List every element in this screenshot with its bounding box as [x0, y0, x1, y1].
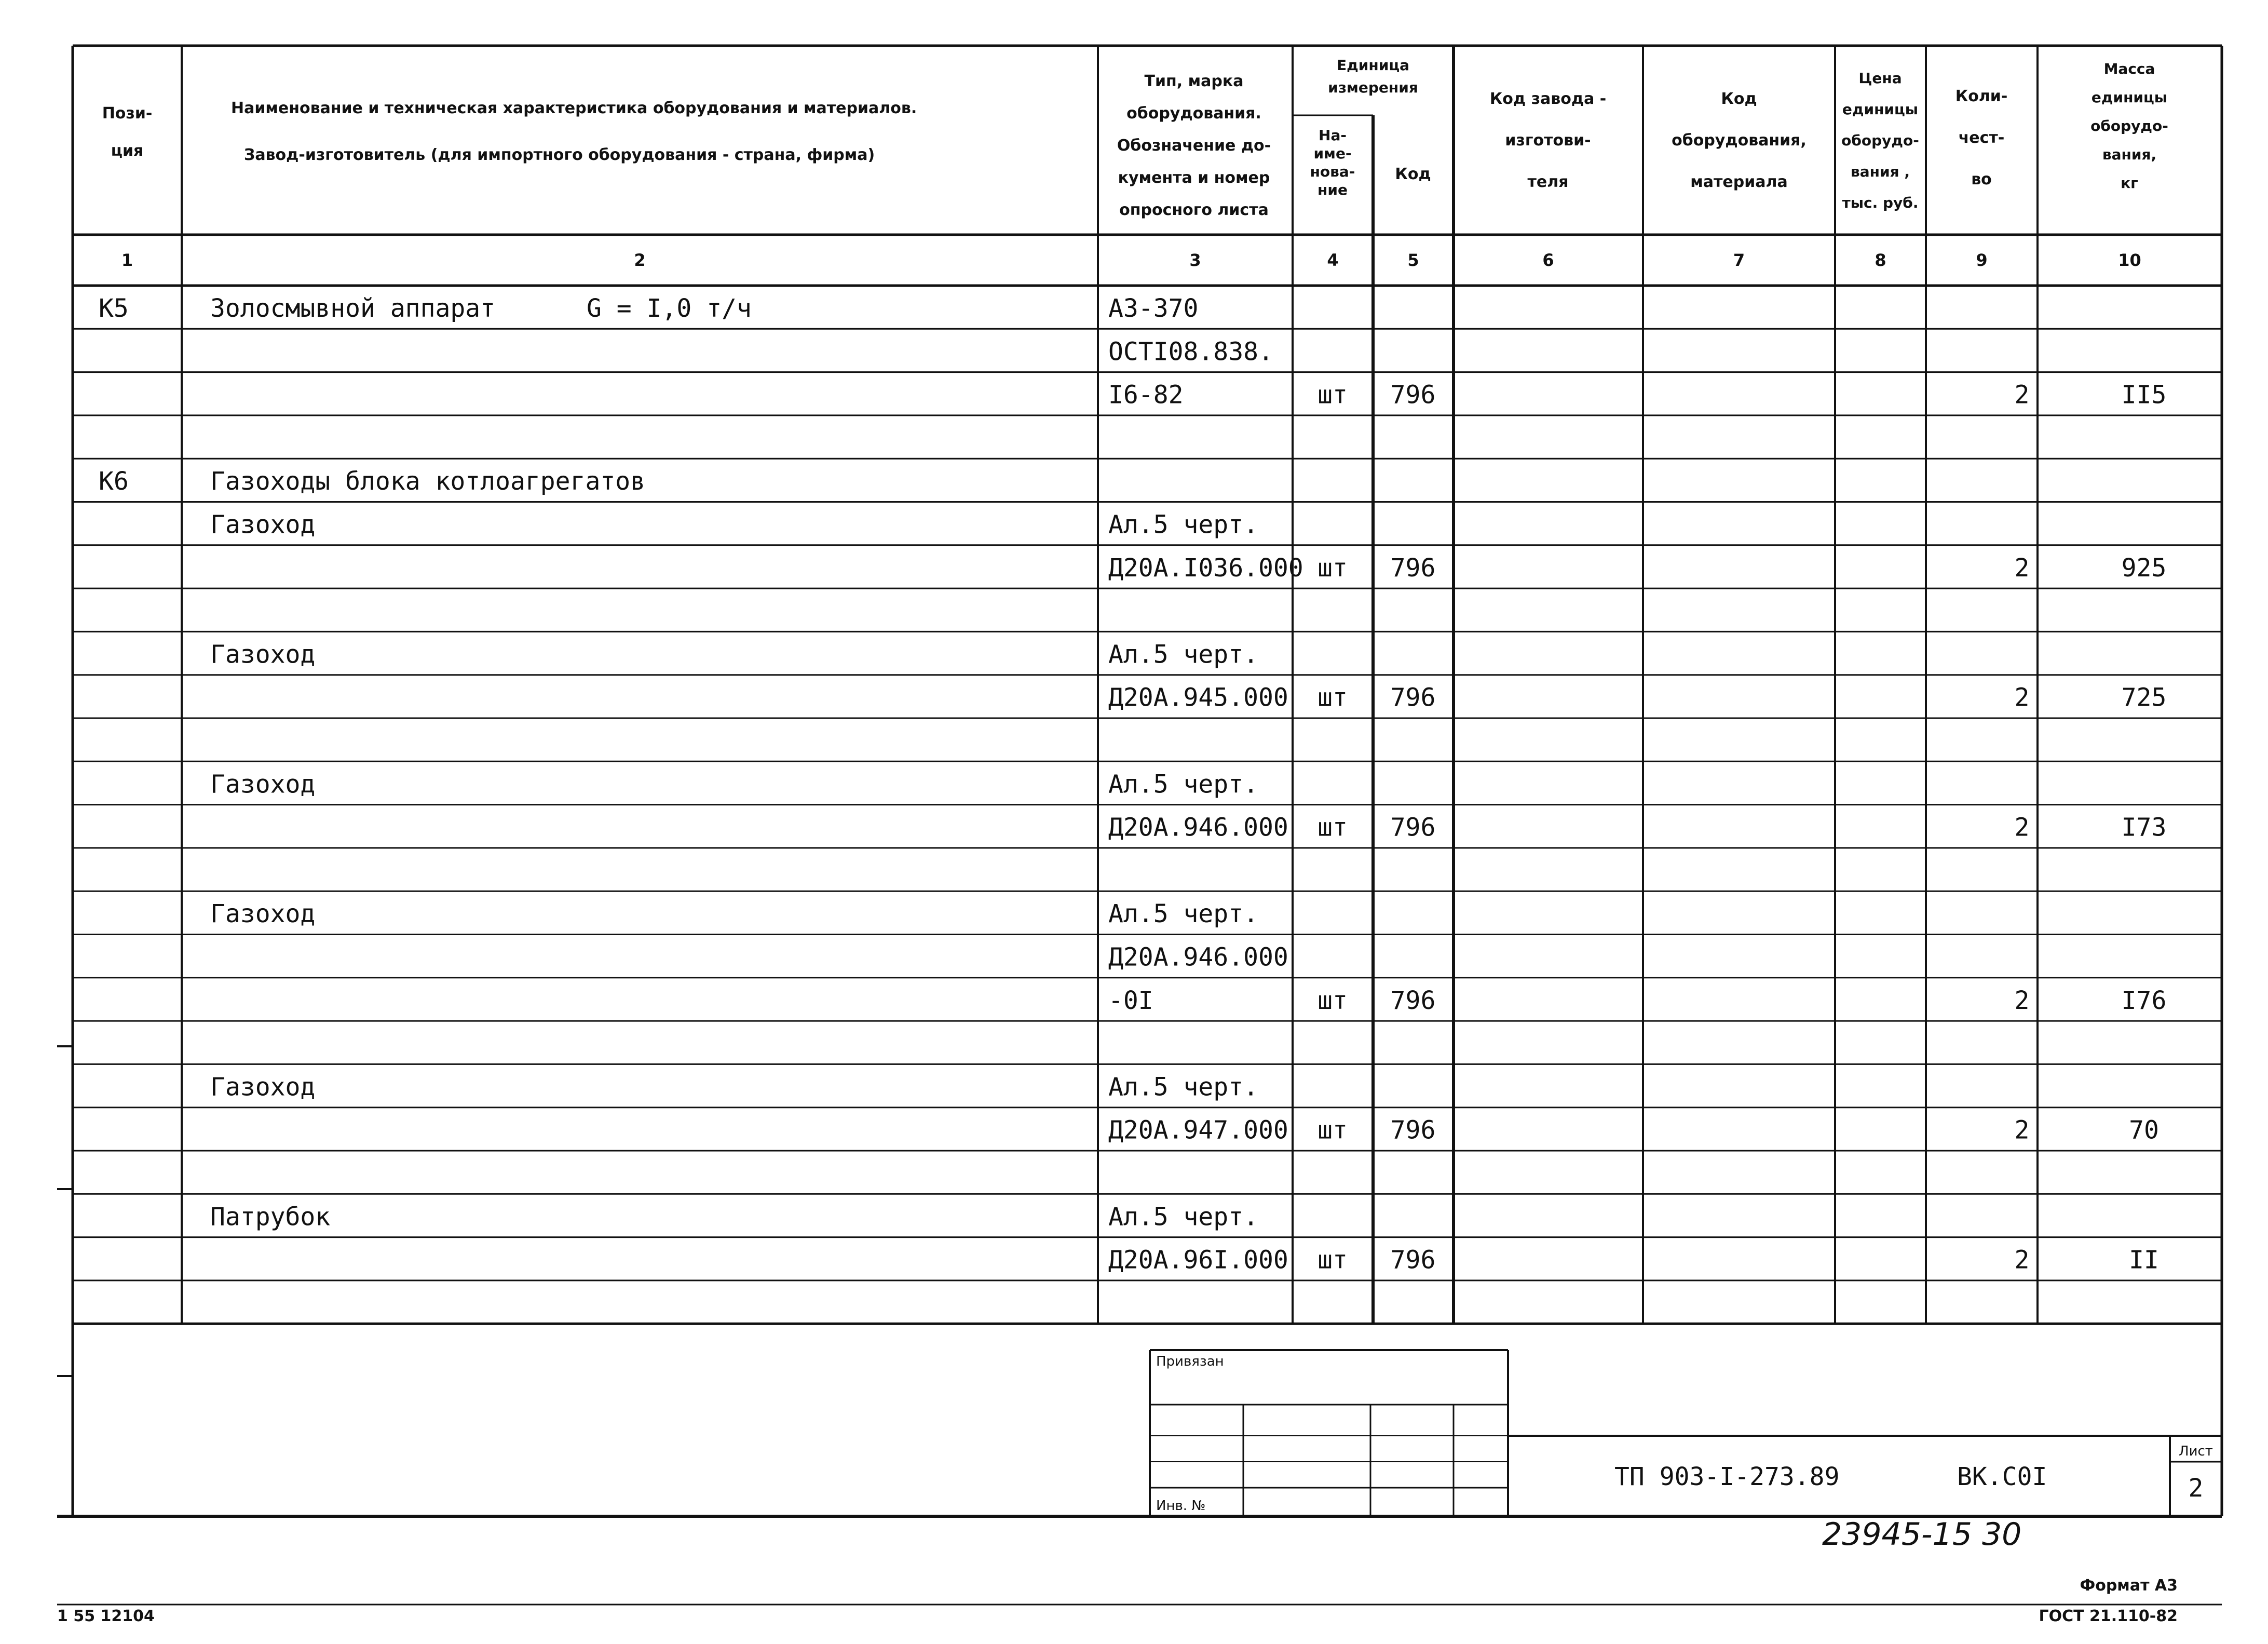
header-unit-name: нова- [1310, 163, 1355, 180]
column-number: 5 [1407, 250, 1419, 270]
header-price: оборудо- [1841, 132, 1919, 149]
header-maker-code: теля [1527, 173, 1569, 191]
cell-name: Газоход [210, 770, 316, 799]
header-mass: кг [2121, 174, 2138, 192]
cell-unit-name: шт [1318, 380, 1348, 410]
cell-type: Ал.5 черт. [1108, 1072, 1258, 1102]
column-number: 6 [1542, 250, 1554, 270]
cell-name: Газоходы блока котлоагрегатов [210, 467, 646, 496]
cell-unit-name: шт [1318, 683, 1348, 712]
cell-name: Патрубок [210, 1202, 331, 1232]
cell-mass: I73 [2121, 813, 2167, 842]
footer-format: Формат А3 [2080, 1576, 2178, 1595]
cell-name: Золосмывной аппарат [210, 294, 496, 323]
column-number: 4 [1327, 250, 1339, 270]
cell-type: I6-82 [1108, 380, 1184, 410]
cell-unit-name: шт [1318, 986, 1348, 1015]
cell-mass: I76 [2121, 986, 2167, 1015]
column-number: 9 [1976, 250, 1988, 270]
stamp-bound-label: Привязан [1156, 1354, 1224, 1369]
header-position: ция [111, 142, 144, 160]
handwritten-number: 23945-15 30 [1822, 1516, 2022, 1553]
header-position: Пози- [102, 104, 153, 123]
header-quantity: Коли- [1955, 87, 2008, 105]
cell-mass: 70 [2129, 1115, 2159, 1145]
cell-type: Ал.5 черт. [1108, 640, 1258, 669]
header-unit-name: На- [1319, 127, 1347, 144]
cell-mass: 725 [2121, 683, 2167, 712]
cell-name: Газоход [210, 899, 316, 929]
column-number: 8 [1875, 250, 1886, 270]
cell-mass: II [2129, 1245, 2159, 1275]
header-type: Тип, марка [1144, 72, 1244, 90]
header-mass: единицы [2091, 89, 2168, 106]
cell-type: Д20А.946.000 [1108, 813, 1288, 842]
header-unit-group: измерения [1328, 79, 1418, 96]
header-equipment-code: оборудования, [1672, 131, 1807, 150]
cell-position: К6 [99, 467, 129, 496]
cell-quantity: 2 [2014, 813, 2030, 842]
header-name: Наименование и техническая характеристика оборудования и материалов. [231, 99, 917, 117]
header-equipment-code: Код [1721, 90, 1757, 108]
cell-characteristic: G = I,0 т/ч [587, 294, 752, 323]
stamp-sheet-label: Лист [2179, 1444, 2213, 1459]
header-mass: оборудо- [2090, 117, 2168, 134]
cell-unit-code: 796 [1390, 1115, 1436, 1145]
cell-quantity: 2 [2014, 380, 2030, 410]
header-mass: вания, [2102, 146, 2157, 163]
header-type: Обозначение до- [1117, 137, 1271, 155]
header-unit-code: Код [1395, 165, 1431, 183]
header-unit-name: ние [1318, 181, 1348, 198]
cell-type: Ал.5 черт. [1108, 899, 1258, 929]
header-quantity: во [1971, 170, 1992, 188]
cell-mass: II5 [2121, 380, 2167, 410]
header-type: оборудования. [1126, 104, 1261, 123]
column-number: 2 [634, 250, 646, 270]
header-name: Завод-изготовитель (для импортного оборудования - страна, фирма) [244, 146, 875, 164]
header-quantity: чест- [1958, 129, 2005, 147]
stamp-project-code: ТП 903-I-273.89 [1614, 1462, 1840, 1491]
cell-type: Д20А.945.000 [1108, 683, 1288, 712]
cell-type: АЗ-370 [1108, 294, 1199, 323]
header-mass: Масса [2103, 60, 2155, 77]
cell-mass: 925 [2121, 553, 2167, 583]
header-type: кумента и номер [1118, 169, 1270, 187]
cell-name: Газоход [210, 640, 316, 669]
cell-type: Д20А.947.000 [1108, 1115, 1288, 1145]
footer-gost: ГОСТ 21.110-82 [2039, 1607, 2178, 1625]
column-number: 10 [2118, 250, 2141, 270]
cell-unit-code: 796 [1390, 1245, 1436, 1275]
cell-unit-code: 796 [1390, 813, 1436, 842]
cell-quantity: 2 [2014, 1115, 2030, 1145]
cell-type: Д20А.I036.000 [1108, 553, 1303, 583]
column-number: 1 [121, 250, 133, 270]
cell-quantity: 2 [2014, 1245, 2030, 1275]
stamp-sheet-number: 2 [2188, 1474, 2204, 1503]
cell-unit-name: шт [1318, 553, 1348, 583]
cell-name: Газоход [210, 1072, 316, 1102]
cell-type: Ал.5 черт. [1108, 510, 1258, 540]
cell-name: Газоход [210, 510, 316, 540]
cell-type: Ал.5 черт. [1108, 1202, 1258, 1232]
cell-unit-code: 796 [1390, 380, 1436, 410]
cell-unit-code: 796 [1390, 986, 1436, 1015]
cell-unit-code: 796 [1390, 553, 1436, 583]
cell-quantity: 2 [2014, 683, 2030, 712]
table-text [57, 57, 2213, 1625]
footer-left-code: 1 55 12104 [57, 1607, 155, 1625]
cell-type: Д20А.96I.000 [1108, 1245, 1288, 1275]
cell-type: Д20А.946.000 [1108, 942, 1288, 972]
header-price: единицы [1842, 101, 1919, 118]
cell-position: К5 [99, 294, 129, 323]
stamp-inventory-label: Инв. № [1156, 1498, 1206, 1514]
cell-unit-name: шт [1318, 1115, 1348, 1145]
cell-type: ОСТI08.838. [1108, 337, 1273, 367]
cell-unit-name: шт [1318, 813, 1348, 842]
stamp-document-code: ВК.С0I [1957, 1462, 2047, 1491]
header-unit-group: Единица [1337, 57, 1409, 74]
column-number: 7 [1733, 250, 1745, 270]
header-price: Цена [1858, 70, 1902, 87]
cell-quantity: 2 [2014, 553, 2030, 583]
header-maker-code: изготови- [1505, 131, 1591, 150]
header-equipment-code: материала [1690, 173, 1788, 191]
cell-unit-code: 796 [1390, 683, 1436, 712]
header-maker-code: Код завода - [1489, 90, 1607, 108]
header-type: опросного листа [1119, 201, 1269, 219]
cell-unit-name: шт [1318, 1245, 1348, 1275]
cell-type: Ал.5 черт. [1108, 770, 1258, 799]
cell-quantity: 2 [2014, 986, 2030, 1015]
header-unit-name: име- [1313, 145, 1352, 162]
header-price: тыс. руб. [1842, 194, 1919, 211]
header-price: вания , [1851, 163, 1910, 180]
column-number: 3 [1189, 250, 1201, 270]
cell-type: -0I [1108, 986, 1153, 1015]
